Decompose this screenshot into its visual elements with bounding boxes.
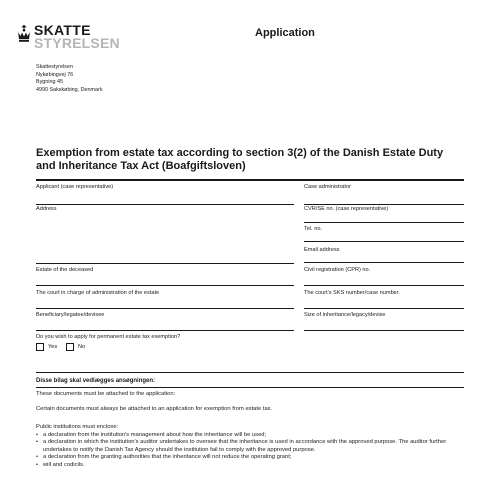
form-title: Exemption from estate tax according to section 3(2) of the Danish Estate Duty and Inheritance Tax Act (Boafgiftsloven)	[36, 147, 444, 172]
field-underline	[304, 241, 464, 242]
attachments-heading-rule	[36, 387, 464, 388]
estate-label: Estate of the deceased	[36, 267, 94, 273]
tel-label: Tel. no.	[304, 226, 323, 232]
field-underline	[304, 285, 464, 286]
address-street: Nykøbingvej 76	[36, 71, 74, 78]
case-administrator-field[interactable]	[304, 184, 464, 204]
field-underline	[36, 263, 294, 264]
list-item: • a declaration from the institution's management about how the inheritance will be used;	[36, 432, 464, 439]
address-city: 4990 Sakskøbing, Denmark	[36, 86, 103, 93]
no-checkbox[interactable]	[66, 343, 74, 351]
field-underline	[304, 308, 464, 309]
sks-label: The court's SKS number/case number.	[304, 290, 400, 296]
attachments-heading: Disse bilag skal vedlægges ansøgningen:	[36, 378, 156, 384]
beneficiary-field[interactable]	[36, 312, 294, 332]
cvr-se-field[interactable]	[304, 206, 464, 226]
address-field[interactable]	[36, 206, 294, 262]
sks-field[interactable]	[304, 290, 464, 310]
cvr-se-label: CVR/SE no. (case representative)	[304, 206, 389, 212]
logo-line1: SKATTE	[34, 22, 91, 38]
case-administrator-label: Case administrator	[304, 184, 351, 190]
logo-line2: STYRELSEN	[34, 35, 120, 51]
attachments-top-rule	[36, 372, 464, 373]
agency-address	[36, 64, 103, 94]
attachments-bullet-list	[36, 432, 464, 469]
yes-label: Yes	[48, 344, 58, 350]
list-item: • will and codicils.	[36, 462, 464, 469]
beneficiary-label: Beneficiary/legatee/devisee	[36, 312, 105, 318]
size-field[interactable]	[304, 312, 464, 332]
address-name: Skattestyrelsen	[36, 64, 73, 70]
list-item: • a declaration from the granting authorities that the inheritance will not reduce the operating grant;	[36, 454, 464, 461]
tel-field[interactable]	[304, 226, 464, 246]
field-underline	[36, 308, 294, 309]
applicant-label: Applicant (case representative)	[36, 184, 114, 190]
email-field[interactable]	[304, 247, 464, 267]
permanent-exemption-question: Do you wish to apply for permanent estate tax exemption?	[36, 334, 181, 340]
address-label: Address	[36, 206, 57, 212]
field-underline	[304, 330, 464, 331]
size-label: Size of inheritance/legacy/devise	[304, 312, 386, 318]
no-label: No	[78, 344, 86, 350]
field-underline	[304, 204, 464, 205]
attachments-always: Certain documents must always be attached to an application for exemption from estate tax.	[36, 406, 273, 412]
crown-icon	[17, 25, 31, 43]
field-underline	[304, 222, 464, 223]
field-underline	[304, 262, 464, 263]
list-item: • a declaration in which the institution's auditor undertakes to oversee that the inheritance is used in accordance with the approved purpose. The auditor further undertakes to notify the Danish Tax Agency should the institution fail to comply with the approved purpose.	[36, 439, 464, 454]
field-underline	[36, 285, 294, 286]
estate-field[interactable]	[36, 267, 294, 287]
yes-checkbox[interactable]	[36, 343, 44, 351]
email-label: Email address	[304, 247, 340, 253]
address-building: Bygning 45	[36, 79, 63, 86]
attachments-intro: These documents must be attached to the application:	[36, 391, 176, 397]
court-label: The court in charge of administration of the estate	[36, 290, 160, 296]
field-underline	[36, 330, 294, 331]
title-rule	[36, 179, 464, 181]
court-field[interactable]	[36, 290, 294, 310]
document-type: Application	[255, 27, 315, 39]
cpr-field[interactable]	[304, 267, 464, 287]
field-underline	[36, 204, 294, 205]
cpr-label: Civil registration (CPR) no.	[304, 267, 371, 273]
skattestyrelsen-logo	[17, 24, 120, 50]
public-institutions-intro: Public institutions must enclose:	[36, 424, 119, 430]
